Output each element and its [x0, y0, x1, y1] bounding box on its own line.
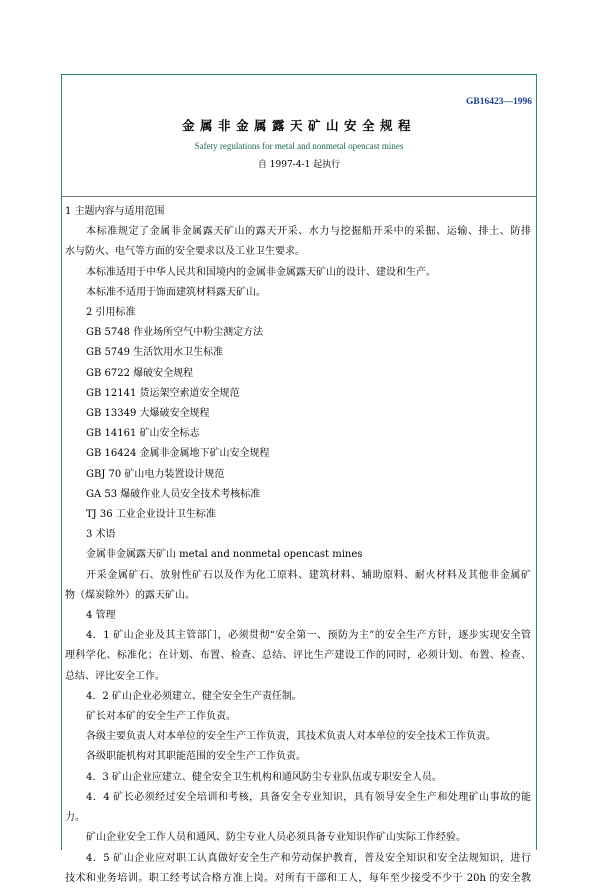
body-line: 4 管理 [86, 610, 116, 622]
body-line: 物（煤炭除外）的露天矿山。 [65, 589, 195, 601]
body-line: GB 14161 矿山安全标志 [86, 428, 200, 440]
document-header [62, 75, 536, 197]
body-line: 各级主要负责人对本单位的安全生产工作负责，其技术负责人对本单位的安全技术工作负责。 [86, 731, 496, 743]
body-line: 本标准不适用于饰面建筑材料露天矿山。 [86, 286, 266, 298]
body-line: 矿山企业安全工作人员和通风、防尘专业人员必须具备专业知识作矿山实际工作经验。 [86, 832, 466, 844]
body-line: 技术和业务培训。职工经考试合格方准上岗。对所有干部和工人，每年至少接受不少于 20h 的安全教 [65, 872, 531, 884]
body-line: 本标准规定了金属非金属露天矿山的露天开采、水力与挖掘船开采中的采掘、运输、排土、防排 [86, 226, 531, 238]
body-line: 开采金属矿石、放射性矿石以及作为化工原料、建筑材料、辅助原料、耐火材料及其他非金属矿 [86, 569, 531, 581]
effective-date: 自 1997-4-1 起执行 [257, 160, 341, 170]
body-line: GB 13349 大爆破安全规程 [86, 408, 210, 420]
standard-number: GB16423—1996 [466, 97, 532, 107]
body-line: 3 术语 [86, 529, 116, 541]
body-line: 水与防火、电气等方面的安全要求以及工业卫生要求。 [65, 246, 305, 258]
body-line: 理科学化、标准化；在计划、布置、检查、总结、评比生产建设工作的同时，必须计划、布置、检查、 [65, 650, 531, 662]
body-line: GBJ 70 矿山电力装置设计规范 [86, 468, 225, 480]
body-line: 4．2 矿山企业必须建立、健全安全生产责任制。 [86, 690, 302, 702]
body-line: 本标准适用于中华人民共和国境内的金属非金属露天矿山的设计、建设和生产。 [86, 266, 436, 278]
english-subtitle: Safety regulations for metal and nonmetal opencast mines [194, 141, 404, 151]
body-line: GB 5748 作业场所空气中粉尘测定方法 [86, 327, 264, 339]
body-line: GB 12141 货运架空索道安全规范 [86, 387, 240, 399]
body-line: 力。 [65, 812, 85, 824]
body-line: 4．3 矿山企业应建立、健全安全卫生机构和通风防尘专业队伍或专职安全人员。 [86, 771, 442, 783]
body-line: 4．5 矿山企业应对职工认真做好安全生产和劳动保护教育，普及安全知识和安全法规知识，进行 [86, 852, 531, 864]
document-title: 金属非金属露天矿山安全规程 [181, 118, 416, 133]
body-line: 4．4 矿长必须经过安全培训和考核，具备安全专业知识，具有领导安全生产和处理矿山事故的能 [86, 791, 531, 803]
body-line: 总结、评比安全工作。 [65, 670, 165, 682]
body-line: GA 53 爆破作业人员安全技术考核标准 [86, 488, 261, 500]
body-line: 1 主题内容与适用范围 [65, 206, 165, 217]
document-frame [61, 74, 537, 884]
body-line: 金属非金属露天矿山 metal and nonmetal opencast mines [86, 549, 363, 561]
body-line: 各级职能机构对其职能范围的安全生产工作负责。 [86, 751, 306, 763]
body-line: TJ 36 工业企业设计卫生标准 [86, 509, 216, 521]
body-line: GB 16424 金属非金属地下矿山安全规程 [86, 448, 270, 460]
body-line: 4．1 矿山企业及其主管部门，必须贯彻“安全第一、预防为主”的安全生产方针，逐步实现安全管 [86, 630, 531, 642]
body-line: GB 6722 爆破安全规程 [86, 367, 194, 379]
body-line: 矿长对本矿的安全生产工作负责。 [86, 711, 236, 723]
document-body [65, 202, 531, 889]
body-line: GB 5749 生活饮用水卫生标准 [86, 347, 224, 359]
body-line: 2 引用标准 [86, 307, 136, 319]
